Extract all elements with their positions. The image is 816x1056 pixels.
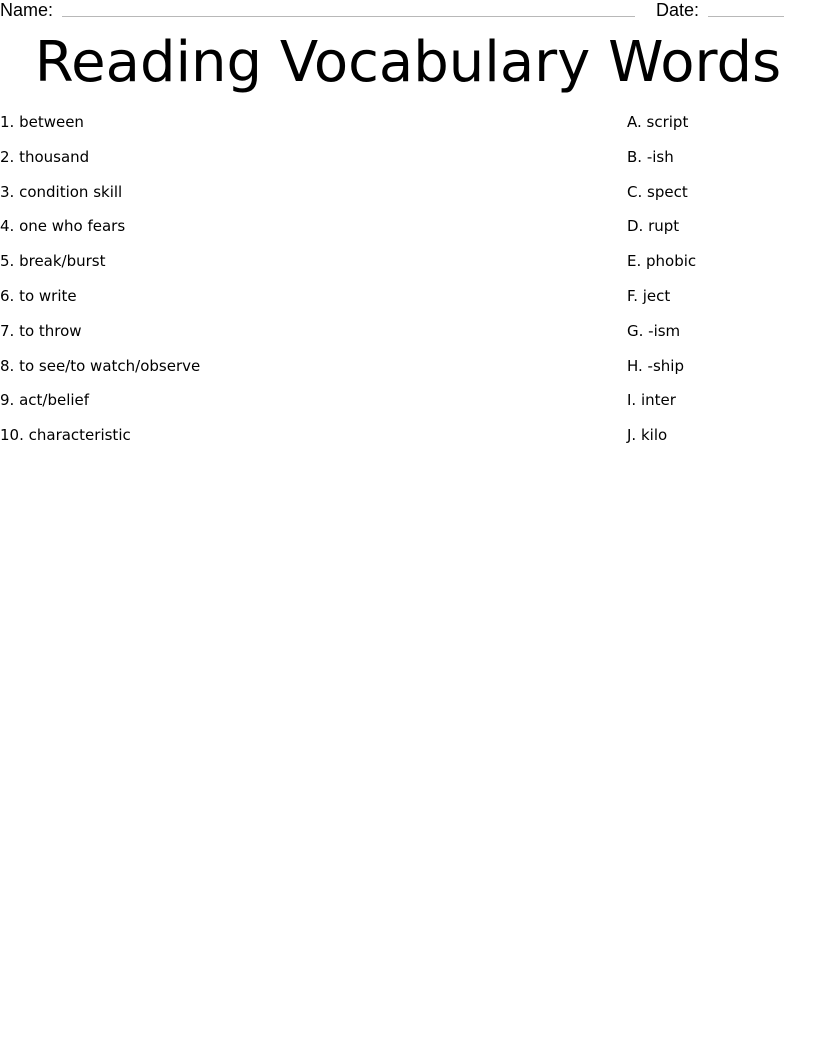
clue-item: 3. condition skill <box>0 182 123 201</box>
answer-item: H. -ship <box>627 356 684 375</box>
date-field-line[interactable] <box>708 16 784 17</box>
answer-list <box>627 112 807 460</box>
clue-item: 6. to write <box>0 286 77 305</box>
answer-item: F. ject <box>627 286 671 305</box>
clue-item: 8. to see/to watch/observe <box>0 356 201 375</box>
page-title: Reading Vocabulary Words <box>34 30 782 95</box>
answer-item: A. script <box>627 113 689 131</box>
date-label: Date: <box>656 0 700 20</box>
answer-item: J. kilo <box>627 426 668 445</box>
answer-item: D. rupt <box>627 217 680 236</box>
clue-item: 10. characteristic <box>0 426 131 445</box>
name-field-line[interactable] <box>62 16 635 17</box>
clue-item: 5. break/burst <box>0 252 106 271</box>
clue-item: 2. thousand <box>0 147 90 166</box>
clue-item: 4. one who fears <box>0 217 126 236</box>
answer-item: E. phobic <box>627 252 697 271</box>
answer-item: B. -ish <box>627 147 674 166</box>
answer-item: I. inter <box>627 391 676 410</box>
worksheet-header <box>0 0 816 22</box>
clue-item: 1. between <box>0 113 84 131</box>
name-label: Name: <box>0 0 54 20</box>
answer-item: G. -ism <box>627 321 681 340</box>
clue-item: 9. act/belief <box>0 391 90 410</box>
clue-list <box>0 112 400 460</box>
answer-item: C. spect <box>627 182 688 201</box>
clue-item: 7. to throw <box>0 321 82 340</box>
